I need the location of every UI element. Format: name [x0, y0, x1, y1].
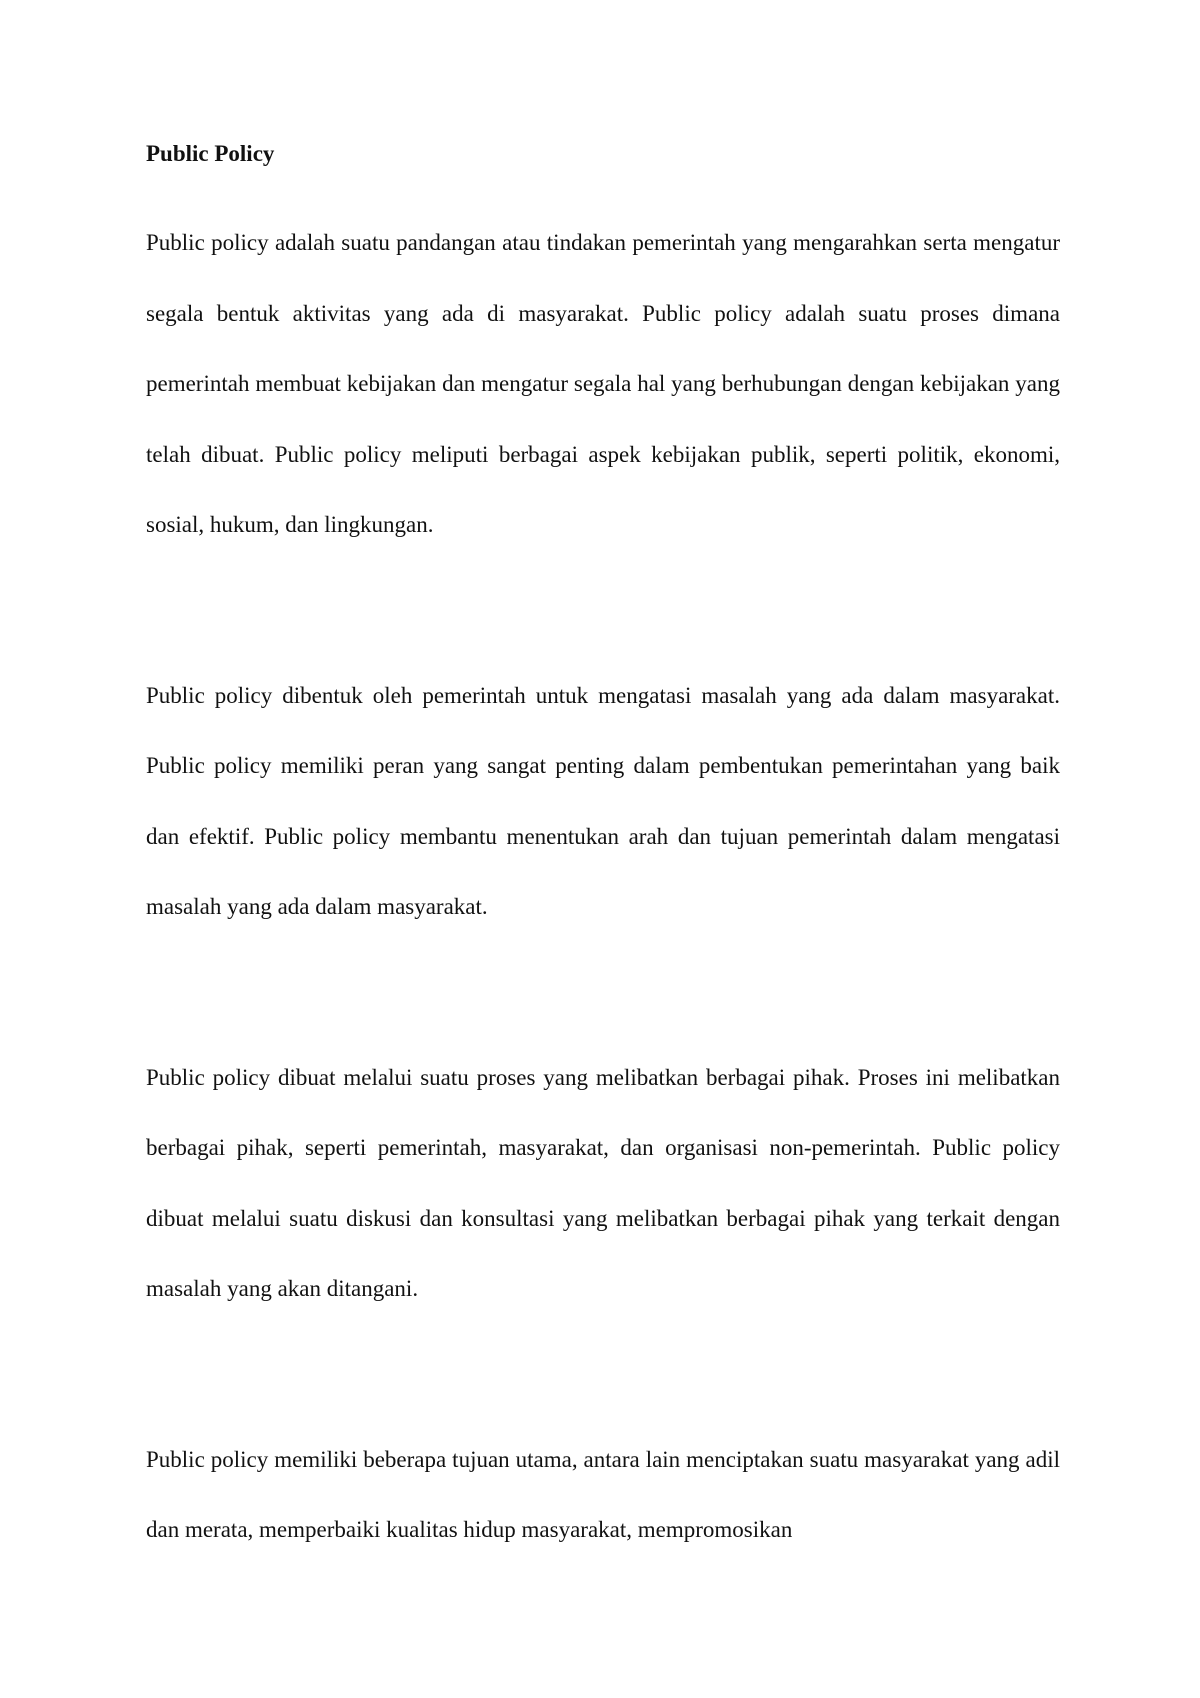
document-title: Public Policy	[146, 141, 275, 166]
paragraph-4: Public policy memiliki beberapa tujuan utama, antara lain menciptakan suatu masyarakat yang adil dan merata, memperbaiki kualitas hidup masyarakat, mempromosikan	[146, 1446, 1060, 1542]
paragraph-2: Public policy dibentuk oleh pemerintah untuk mengatasi masalah yang ada dalam masyarakat. Public policy memiliki peran yang sangat penting dalam pembentukan pemerintahan yang baik dan efektif. Public policy membantu menentukan arah dan tujuan pemerintah dalam mengatasi masalah yang ada dalam masyarakat.	[146, 682, 1060, 919]
document-body	[146, 140, 1060, 1566]
paragraph-1: Public policy adalah suatu pandangan atau tindakan pemerintah yang mengarahkan serta mengatur segala bentuk aktivitas yang ada di masyarakat. Public policy adalah suatu proses dimana pemerintah membuat kebijakan dan mengatur segala hal yang berhubungan dengan kebijakan yang telah dibuat. Public policy meliputi berbagai aspek kebijakan publik, seperti politik, ekonomi, sosial, hukum, dan lingkungan.	[146, 230, 1060, 537]
paragraph-3: Public policy dibuat melalui suatu proses yang melibatkan berbagai pihak. Proses ini melibatkan berbagai pihak, seperti pemerintah, masyarakat, dan organisasi non-pemerintah. Public policy dibuat melalui suatu diskusi dan konsultasi yang melibatkan berbagai pihak yang terkait dengan masalah yang akan ditangani.	[146, 1064, 1060, 1301]
